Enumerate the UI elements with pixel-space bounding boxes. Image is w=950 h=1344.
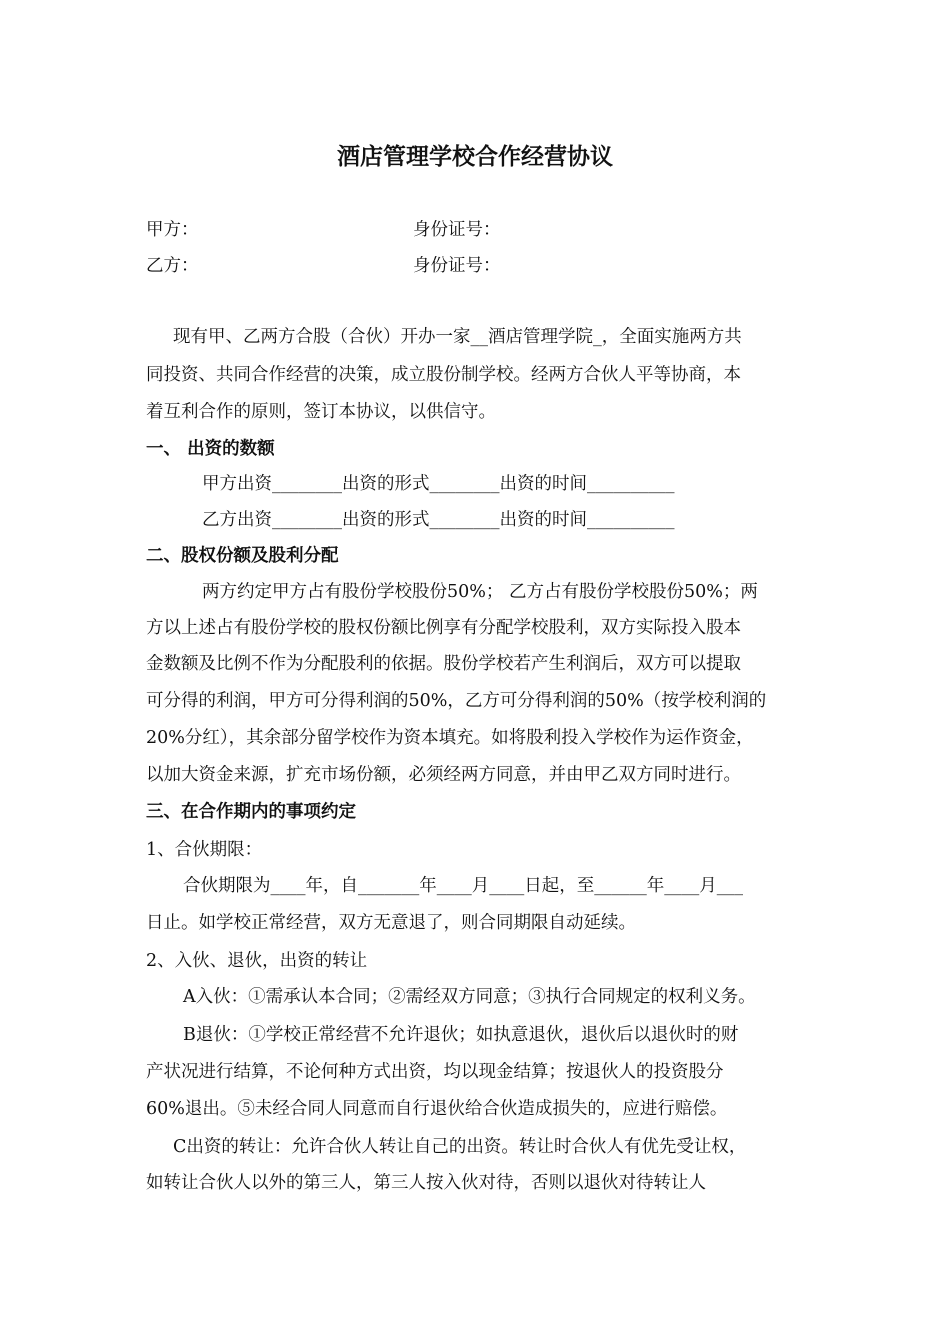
section-line: 1、合伙期限： [146,840,263,860]
section-line: 日止。如学校正常经营，双方无意退了，则合同期限自动延续。 [146,913,636,933]
investment-line: 甲方出资________出资的形式________出资的时间__________ [202,474,675,494]
document-title: 酒店管理学校合作经营协议 [337,144,613,170]
intro-line: 同投资、共同合作经营的决策，成立股份制学校。经两方合伙人平等协商，本 [146,365,741,385]
section-line: 20%分红），其余部分留学校作为资本填充。如将股利投入学校作为运作资金， [146,728,754,748]
intro-line: 着互利合作的原则，签订本协议，以供信守。 [146,402,496,422]
party-b-id-label: 身份证号： [413,256,501,276]
intro-line: 现有甲、乙两方合股（合伙）开办一家__酒店管理学院_，全面实施两方共 [173,327,742,347]
party-a-id-label: 身份证号： [413,220,501,240]
section-line: 金数额及比例不作为分配股利的依据。股份学校若产生利润后，双方可以提取 [146,654,741,674]
party-a-label: 甲方： [146,220,199,240]
section-line: B退伙：①学校正常经营不允许退伙；如执意退伙，退伙后以退伙时的财 [183,1025,739,1045]
investment-line: 乙方出资________出资的形式________出资的时间__________ [202,510,675,530]
section-line: 两方约定甲方占有股份学校股份50%； 乙方占有股份学校股份50%；两 [202,582,758,602]
section-line: 以加大资金来源，扩充市场份额，必须经两方同意，并由甲乙双方同时进行。 [146,765,741,785]
section-heading: 二、股权份额及股利分配 [146,546,339,566]
section-line: 产状况进行结算，不论何种方式出资，均以现金结算；按退伙人的投资股分 [146,1062,724,1082]
section-heading: 三、在合作期内的事项约定 [146,802,356,822]
section-line: A入伙：①需承认本合同；②需经双方同意；③执行合同规定的权利义务。 [183,987,756,1007]
section-heading: 一、 出资的数额 [146,439,275,459]
section-line: 如转让合伙人以外的第三人，第三人按入伙对待，否则以退伙对待转让人 [146,1173,706,1193]
party-b-label: 乙方： [146,256,199,276]
section-line: 60%退出。⑤未经合同人同意而自行退伙给合伙造成损失的，应进行赔偿。 [146,1099,728,1119]
section-line: 方以上述占有股份学校的股权份额比例享有分配学校股利，双方实际投入股本 [146,618,741,638]
section-line: C出资的转让：允许合伙人转让自己的出资。转让时合伙人有优先受让权， [173,1137,747,1157]
section-line: 可分得的利润，甲方可分得利润的50%，乙方可分得利润的50%（按学校利润的 [146,691,767,711]
section-line: 2、入伙、退伙，出资的转让 [146,951,368,971]
section-line: 合伙期限为____年，自_______年____月____日起，至______年____月___ [183,876,743,896]
